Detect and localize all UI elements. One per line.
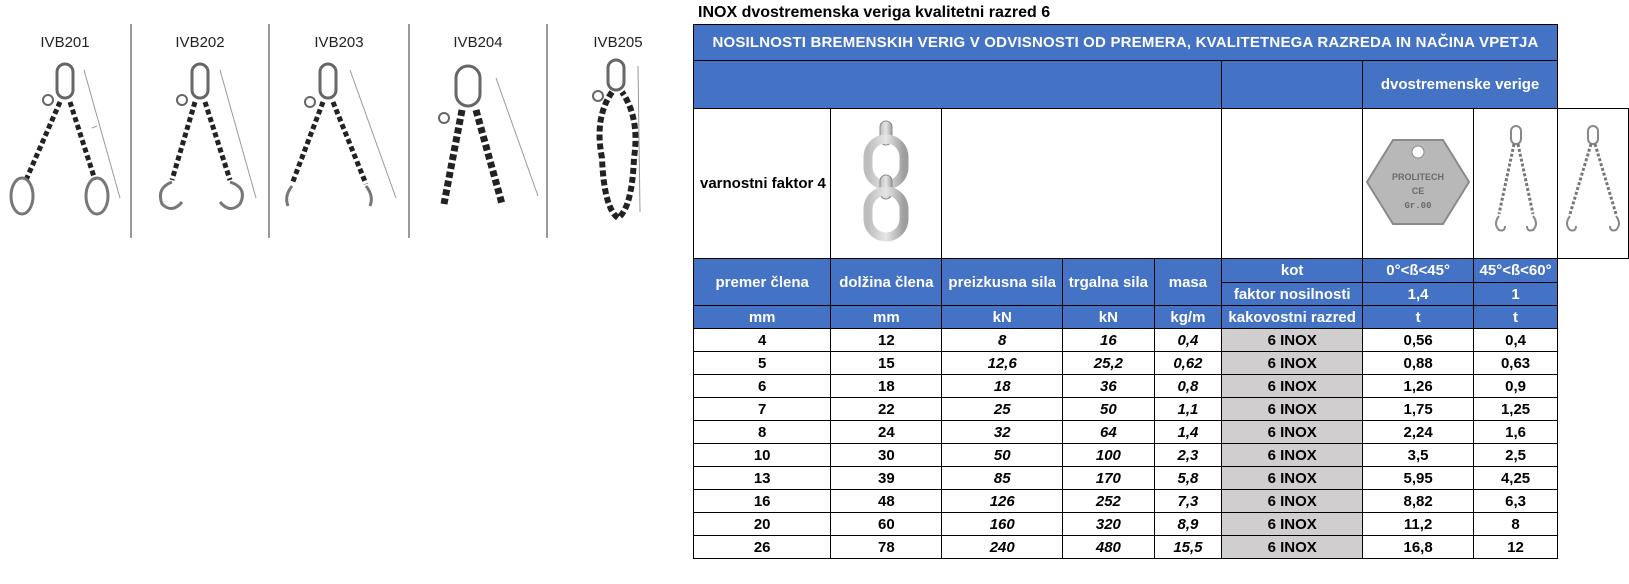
cell-length: 15 (831, 352, 942, 375)
cell-length: 12 (831, 329, 942, 352)
cell-grade: 6 INOX (1222, 490, 1363, 513)
unit-diameter: mm (694, 306, 831, 329)
sling-diagram-cell (1474, 109, 1558, 259)
table-row (694, 421, 1629, 444)
cell-breaking-force: 25,2 (1063, 352, 1154, 375)
product-ivb204 (410, 14, 546, 234)
cell-grade: 6 INOX (1222, 513, 1363, 536)
cell-grade: 6 INOX (1222, 352, 1363, 375)
cell-mass: 0,62 (1154, 352, 1222, 375)
cell-load-2: 12 (1474, 536, 1558, 559)
table-row (694, 375, 1629, 398)
cell-length: 30 (831, 444, 942, 467)
cell-load-2: 2,5 (1474, 444, 1558, 467)
cell-load-2: 1,6 (1474, 421, 1558, 444)
chain-link-image-cell (831, 109, 942, 259)
cell-grade: 6 INOX (1222, 329, 1363, 352)
cell-proof-force: 50 (942, 444, 1063, 467)
product-ivb202 (132, 14, 268, 234)
cell-mass: 15,5 (1154, 536, 1222, 559)
cell-breaking-force: 480 (1063, 536, 1154, 559)
cell-load-1: 0,56 (1363, 329, 1474, 352)
header-factor-1: 1,4 (1363, 283, 1474, 306)
cell-load-1: 2,24 (1363, 421, 1474, 444)
table-row (694, 444, 1629, 467)
cell-length: 18 (831, 375, 942, 398)
table-row (694, 490, 1629, 513)
cell-length: 48 (831, 490, 942, 513)
chain-links-icon (856, 119, 916, 245)
cell-load-1: 0,88 (1363, 352, 1474, 375)
cell-proof-force: 85 (942, 467, 1063, 490)
sling-type-header: dvostremenske verige (1363, 61, 1558, 109)
header-breaking-force: trgalna sila (1063, 259, 1154, 306)
product-drawings (0, 14, 690, 234)
cell-mass: 8,9 (1154, 513, 1222, 536)
cell-proof-force: 12,6 (942, 352, 1063, 375)
cell-load-1: 8,82 (1363, 490, 1474, 513)
unit-breaking-force: kN (1063, 306, 1154, 329)
sling-two-legs-hooks-icon (132, 58, 268, 228)
cell-proof-force: 126 (942, 490, 1063, 513)
cell-proof-force: 240 (942, 536, 1063, 559)
cell-proof-force: 25 (942, 398, 1063, 421)
product-code: IVB203 (314, 34, 364, 51)
header-diameter: premer člena (694, 259, 831, 306)
product-code: IVB202 (175, 34, 225, 51)
blank-cell (942, 109, 1222, 259)
cell-length: 39 (831, 467, 942, 490)
table-title: NOSILNOSTI BREMENSKIH VERIG V ODVISNOSTI OD PREMERA, KVALITETNEGA RAZREDA IN NAČINA VPETJA (694, 25, 1558, 61)
cell-mass: 1,1 (1154, 398, 1222, 421)
load-capacity-table (693, 24, 1629, 559)
cell-breaking-force: 320 (1063, 513, 1154, 536)
sling-endless-loop-icon (548, 58, 688, 228)
header-length: dolžina člena (831, 259, 942, 306)
header-mass: masa (1154, 259, 1222, 306)
header-proof-force: preizkusna sila (942, 259, 1063, 306)
cell-diameter: 6 (694, 375, 831, 398)
blank-header (1222, 61, 1363, 109)
cell-mass: 5,8 (1154, 467, 1222, 490)
cell-load-2: 0,9 (1474, 375, 1558, 398)
cell-proof-force: 18 (942, 375, 1063, 398)
cell-grade: 6 INOX (1222, 375, 1363, 398)
units-row (694, 306, 1629, 329)
cell-breaking-force: 100 (1063, 444, 1154, 467)
cell-grade: 6 INOX (1222, 421, 1363, 444)
cell-diameter: 5 (694, 352, 831, 375)
cell-diameter: 7 (694, 398, 831, 421)
cell-diameter: 26 (694, 536, 831, 559)
cell-load-1: 3,5 (1363, 444, 1474, 467)
cell-breaking-force: 252 (1063, 490, 1154, 513)
tag-text-line1: PROLITECH (1392, 171, 1445, 182)
cell-diameter: 4 (694, 329, 831, 352)
product-ivb201 (0, 14, 130, 234)
product-ivb203 (270, 14, 408, 234)
cell-length: 24 (831, 421, 942, 444)
product-code: IVB201 (40, 34, 90, 51)
cell-breaking-force: 16 (1063, 329, 1154, 352)
unit-grade: kakovostni razred (1222, 306, 1363, 329)
sling-two-legs-small-hooks-icon (270, 58, 408, 228)
cell-load-1: 1,26 (1363, 375, 1474, 398)
sling-two-legs-open-ends-icon (410, 58, 546, 228)
header-factor-2: 1 (1474, 283, 1558, 306)
sling-type-row (694, 61, 1629, 109)
tag-image-cell (1363, 109, 1474, 259)
cell-load-2: 6,3 (1474, 490, 1558, 513)
header-angle-2: 45°<ß<60° (1474, 259, 1558, 283)
cell-load-2: 1,25 (1474, 398, 1558, 421)
cell-length: 78 (831, 536, 942, 559)
cell-breaking-force: 50 (1063, 398, 1154, 421)
cell-grade: 6 INOX (1222, 444, 1363, 467)
tag-text-line3: Gr.00 (1404, 200, 1432, 211)
product-code: IVB205 (593, 34, 643, 51)
unit-proof-force: kN (942, 306, 1063, 329)
sling-diagram-cell (1558, 109, 1629, 259)
cell-diameter: 13 (694, 467, 831, 490)
unit-mass: kg/m (1154, 306, 1222, 329)
cell-load-2: 4,25 (1474, 467, 1558, 490)
cell-load-1: 11,2 (1363, 513, 1474, 536)
table-row (694, 329, 1629, 352)
cell-length: 60 (831, 513, 942, 536)
cell-length: 22 (831, 398, 942, 421)
header-row-1 (694, 259, 1629, 283)
cell-load-2: 0,63 (1474, 352, 1558, 375)
two-leg-sling-wide-icon (1558, 122, 1628, 242)
cell-diameter: 20 (694, 513, 831, 536)
table-row (694, 398, 1629, 421)
table-body (694, 329, 1629, 559)
cell-breaking-force: 170 (1063, 467, 1154, 490)
cell-proof-force: 8 (942, 329, 1063, 352)
cell-mass: 1,4 (1154, 421, 1222, 444)
cell-diameter: 16 (694, 490, 831, 513)
cell-mass: 7,3 (1154, 490, 1222, 513)
product-code: IVB204 (453, 34, 503, 51)
cell-load-1: 1,75 (1363, 398, 1474, 421)
cell-mass: 0,4 (1154, 329, 1222, 352)
blank-header (694, 61, 1222, 109)
unit-length: mm (831, 306, 942, 329)
cell-proof-force: 160 (942, 513, 1063, 536)
safety-factor-label: varnostni faktor 4 (694, 109, 831, 259)
two-leg-sling-icon (1481, 122, 1551, 242)
grade-tag-icon (1363, 136, 1473, 228)
cell-load-2: 0,4 (1474, 329, 1558, 352)
cell-breaking-force: 64 (1063, 421, 1154, 444)
table-caption: INOX dvostremenska veriga kvalitetni razred 6 (698, 4, 1051, 21)
product-ivb205 (548, 14, 688, 234)
cell-diameter: 8 (694, 421, 831, 444)
header-angle: kot (1222, 259, 1363, 283)
cell-mass: 0,8 (1154, 375, 1222, 398)
table-row (694, 467, 1629, 490)
cell-grade: 6 INOX (1222, 536, 1363, 559)
cell-grade: 6 INOX (1222, 467, 1363, 490)
header-load-factor: faktor nosilnosti (1222, 283, 1363, 306)
cell-proof-force: 32 (942, 421, 1063, 444)
unit-load-2: t (1474, 306, 1558, 329)
blank-cell (1222, 109, 1363, 259)
cell-load-2: 8 (1474, 513, 1558, 536)
table-row (694, 513, 1629, 536)
sling-two-legs-master-links-icon (0, 58, 130, 228)
table-row (694, 352, 1629, 375)
image-row (694, 109, 1629, 259)
cell-grade: 6 INOX (1222, 398, 1363, 421)
header-angle-1: 0°<ß<45° (1363, 259, 1474, 283)
tag-text-line2: CE (1411, 185, 1425, 196)
cell-mass: 2,3 (1154, 444, 1222, 467)
cell-load-1: 5,95 (1363, 467, 1474, 490)
cell-diameter: 10 (694, 444, 831, 467)
unit-load-1: t (1363, 306, 1474, 329)
cell-load-1: 16,8 (1363, 536, 1474, 559)
table-row (694, 536, 1629, 559)
cell-breaking-force: 36 (1063, 375, 1154, 398)
title-row (694, 25, 1629, 61)
